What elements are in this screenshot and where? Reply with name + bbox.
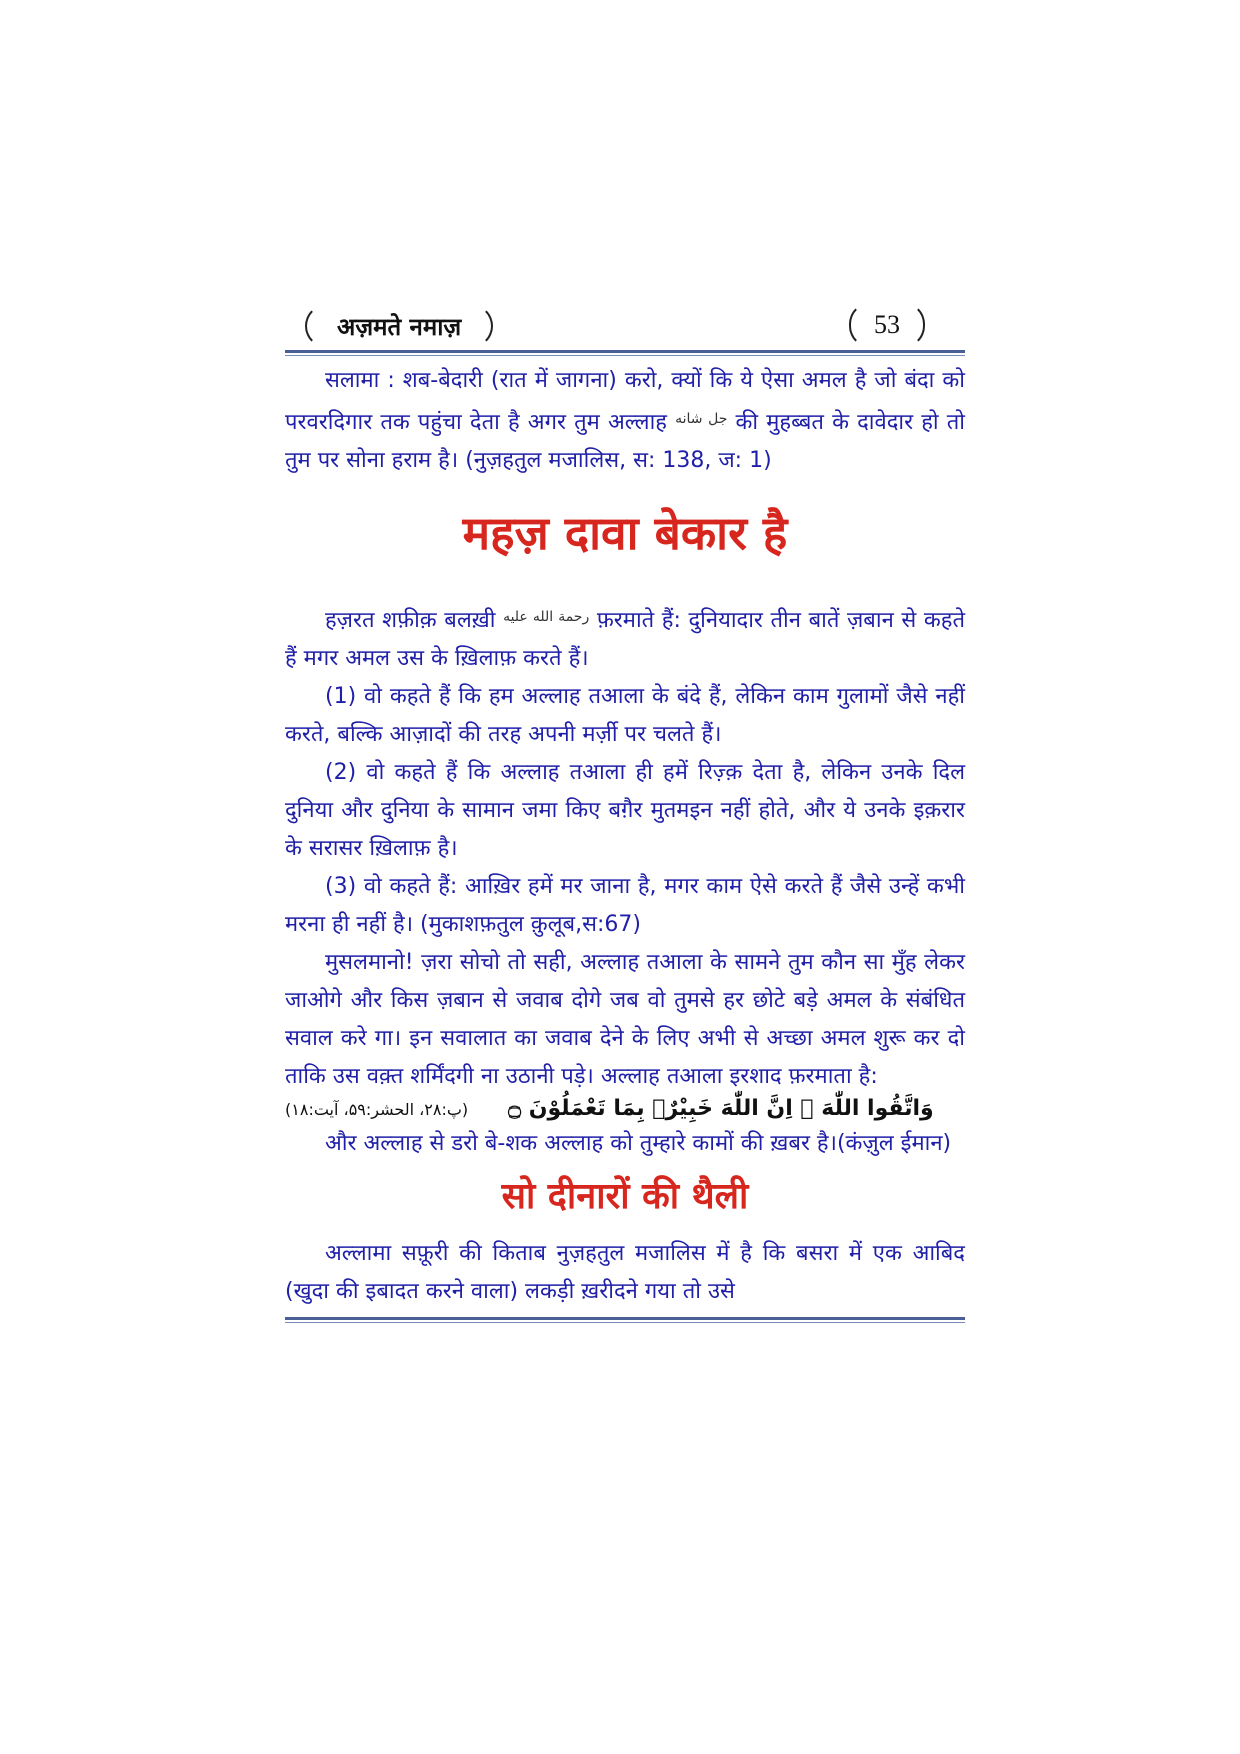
- paragraph-1: [285, 598, 965, 678]
- section-heading-2: सो दीनारों की थैली: [501, 1176, 749, 1217]
- page-header: [285, 300, 965, 350]
- quran-verse: وَاتَّقُوا اللّٰهَ ۭ اِنَّ اللّٰهَ خَبِيْرٌۢ بِمَا تَعْمَلُوْنَ ۝: [508, 1096, 934, 1121]
- intro-paragraph: [285, 362, 965, 480]
- paragraph-4: (3) वो कहते हैं: आख़िर हमें मर जाना है, मगर काम ऐसे करते हैं जैसे उन्हें कभी मरना ही नहीं है। (मुकाशफ़तुल क़ुलूब,स:67): [285, 874, 965, 937]
- paragraph-6: और अल्लाह से डरो बे-शक अल्लाह को तुम्हारे कामों की ख़बर है।(कंज़ुल ईमान): [325, 1131, 952, 1156]
- header-rule: [285, 350, 965, 353]
- footer-rule: [285, 1317, 965, 1320]
- p1-honor-glyph: رحمة الله عليه: [503, 609, 590, 625]
- book-page: [285, 300, 965, 1323]
- p1-text-a: हज़रत शफ़ीक़ बलख़ी: [325, 608, 496, 633]
- verse-reference: (پ:۲۸، الحشر:۵۹، آیت:۱۸): [285, 1100, 469, 1119]
- paragraph-2: (1) वो कहते हैं कि हम अल्लाह तआला के बंदे हैं, लेकिन काम गुलामों जैसे नहीं करते, बल्कि आज़ादों की तरह अपनी मर्ज़ी पर चलते हैं।: [285, 684, 965, 747]
- quran-verse-line: [285, 1096, 965, 1121]
- paragraph-5: मुसलमानो! ज़रा सोचो तो सही, अल्लाह तआला के सामने तुम कौन सा मुँह लेकर जाओगे और किस ज़बान से जवाब दोगे जब वो तुमसे हर छोटे बड़े अमल के संबंधित सवाल करे गा। इन सवालात का जवाब देने के लिए अभी से अच्छा अमल शुरू कर दो ताकि उस वक़्त शर्मिंदगी ना उठानी पड़े। अल्लाह तआला इरशाद फ़रमाता है:: [285, 950, 965, 1089]
- p1-text-b: फ़रमाते हैं: दुनियादार तीन बातें ज़बान से कहते हैं मगर अमल उस के ख़िलाफ़ करते हैं।: [285, 608, 965, 671]
- paragraph-3: (2) वो कहते हैं कि अल्लाह तआला ही हमें रिज़्क़ देता है, लेकिन उनके दिल दुनिया और दुनिया के सामान जमा किए बग़ैर मुतमइन नहीं होते, और ये उनके इक़रार के सरासर ख़िलाफ़ है।: [285, 760, 965, 861]
- header-rule-thin: [285, 355, 965, 356]
- intro-text-b: की मुहब्बत के दावेदार हो तो तुम पर सोना हराम है। (नुज़हतुल मजालिस, स: 138, ज: 1): [285, 410, 965, 473]
- section-heading-1: महज़ दावा बेकार है: [462, 506, 788, 560]
- paragraph-7: अल्लामा सफ़ूरी की किताब नुज़हतुल मजालिस में है कि बसरा में एक आबिद (खुदा की इबादत करने वाला) लकड़ी ख़रीदने गया तो उसे: [285, 1241, 965, 1304]
- intro-text-a: सलामा : शब-बेदारी (रात में जागना) करो, क्यों कि ये ऐसा अमल है जो बंदा को परवरदिगार तक पहुंचा देता है अगर तुम अल्लाह: [285, 368, 965, 435]
- honor-glyph: جل شانه: [675, 411, 728, 427]
- page-number: 53: [849, 302, 925, 348]
- footer-rule-thin: [285, 1322, 965, 1323]
- book-title: अज़मते नमाज़: [305, 304, 493, 348]
